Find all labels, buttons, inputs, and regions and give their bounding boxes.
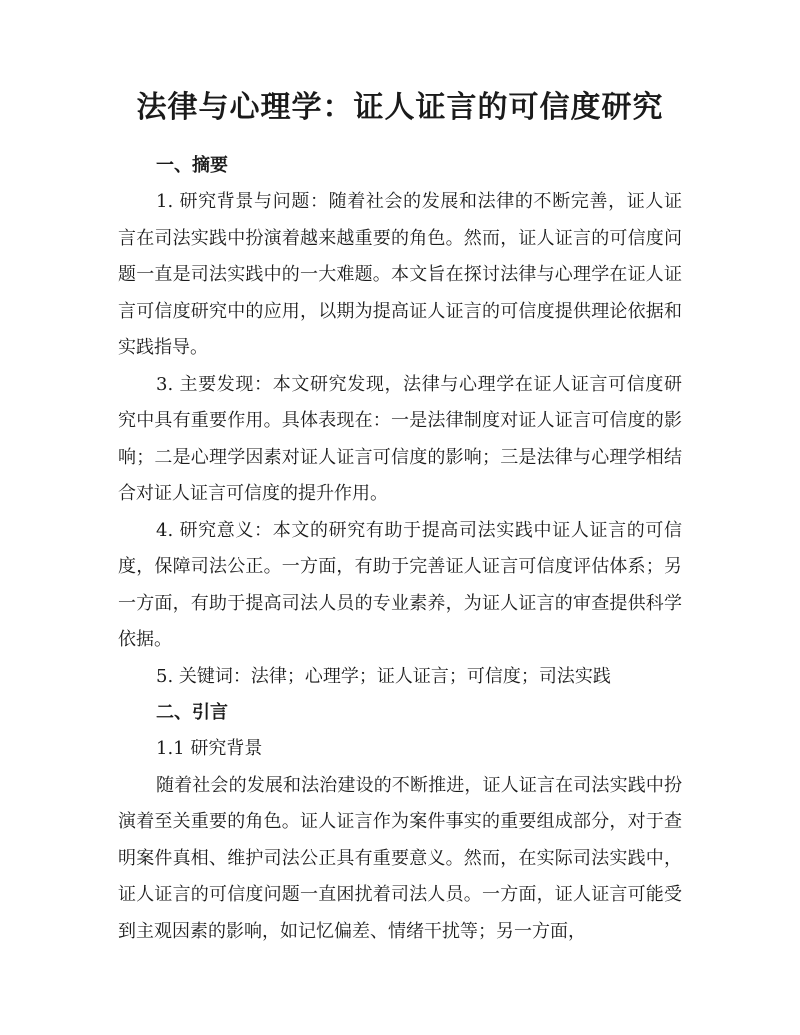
abstract-paragraph-significance: 4. 研究意义：本文的研究有助于提高司法实践中证人证言的可信度，保障司法公正。一方面，有助于完善证人证言可信度评估体系；另一方面，有助于提高司法人员的专业素养，为证人证言的审查提供科学依据。 xyxy=(118,519,682,650)
section-heading-abstract: 一、摘要 xyxy=(156,155,228,176)
section-heading-introduction: 二、引言 xyxy=(156,702,228,723)
abstract-paragraph-background: 1. 研究背景与问题：随着社会的发展和法律的不断完善，证人证言在司法实践中扮演着越来越重要的角色。然而，证人证言的可信度问题一直是司法实践中的一大难题。本文旨在探讨法律与心理学在证人证言可信度研究中的应用，以期为提高证人证言的可信度提供理论依据和实践指导。 xyxy=(118,191,682,358)
abstract-paragraph-keywords: 5. 关键词：法律；心理学；证人证言；可信度；司法实践 xyxy=(156,665,611,687)
subsection-heading-background: 1.1 研究背景 xyxy=(156,738,263,759)
abstract-paragraph-findings: 3. 主要发现：本文研究发现，法律与心理学在证人证言可信度研究中具有重要作用。具体表现在：一是法律制度对证人证言可信度的影响；二是心理学因素对证人证言可信度的影响；三是法律与心理学相结合对证人证言可信度的提升作用。 xyxy=(118,373,682,504)
page-title: 法律与心理学：证人证言的可信度研究 xyxy=(136,90,664,125)
introduction-paragraph: 随着社会的发展和法治建设的不断推进，证人证言在司法实践中扮演着至关重要的角色。证人证言作为案件事实的重要组成部分，对于查明案件真相、维护司法公正具有重要意义。然而，在实际司法实践中，证人证言的可信度问题一直困扰着司法人员。一方面，证人证言可能受到主观因素的影响，如记忆偏差、情绪干扰等；另一方面， xyxy=(118,774,682,942)
